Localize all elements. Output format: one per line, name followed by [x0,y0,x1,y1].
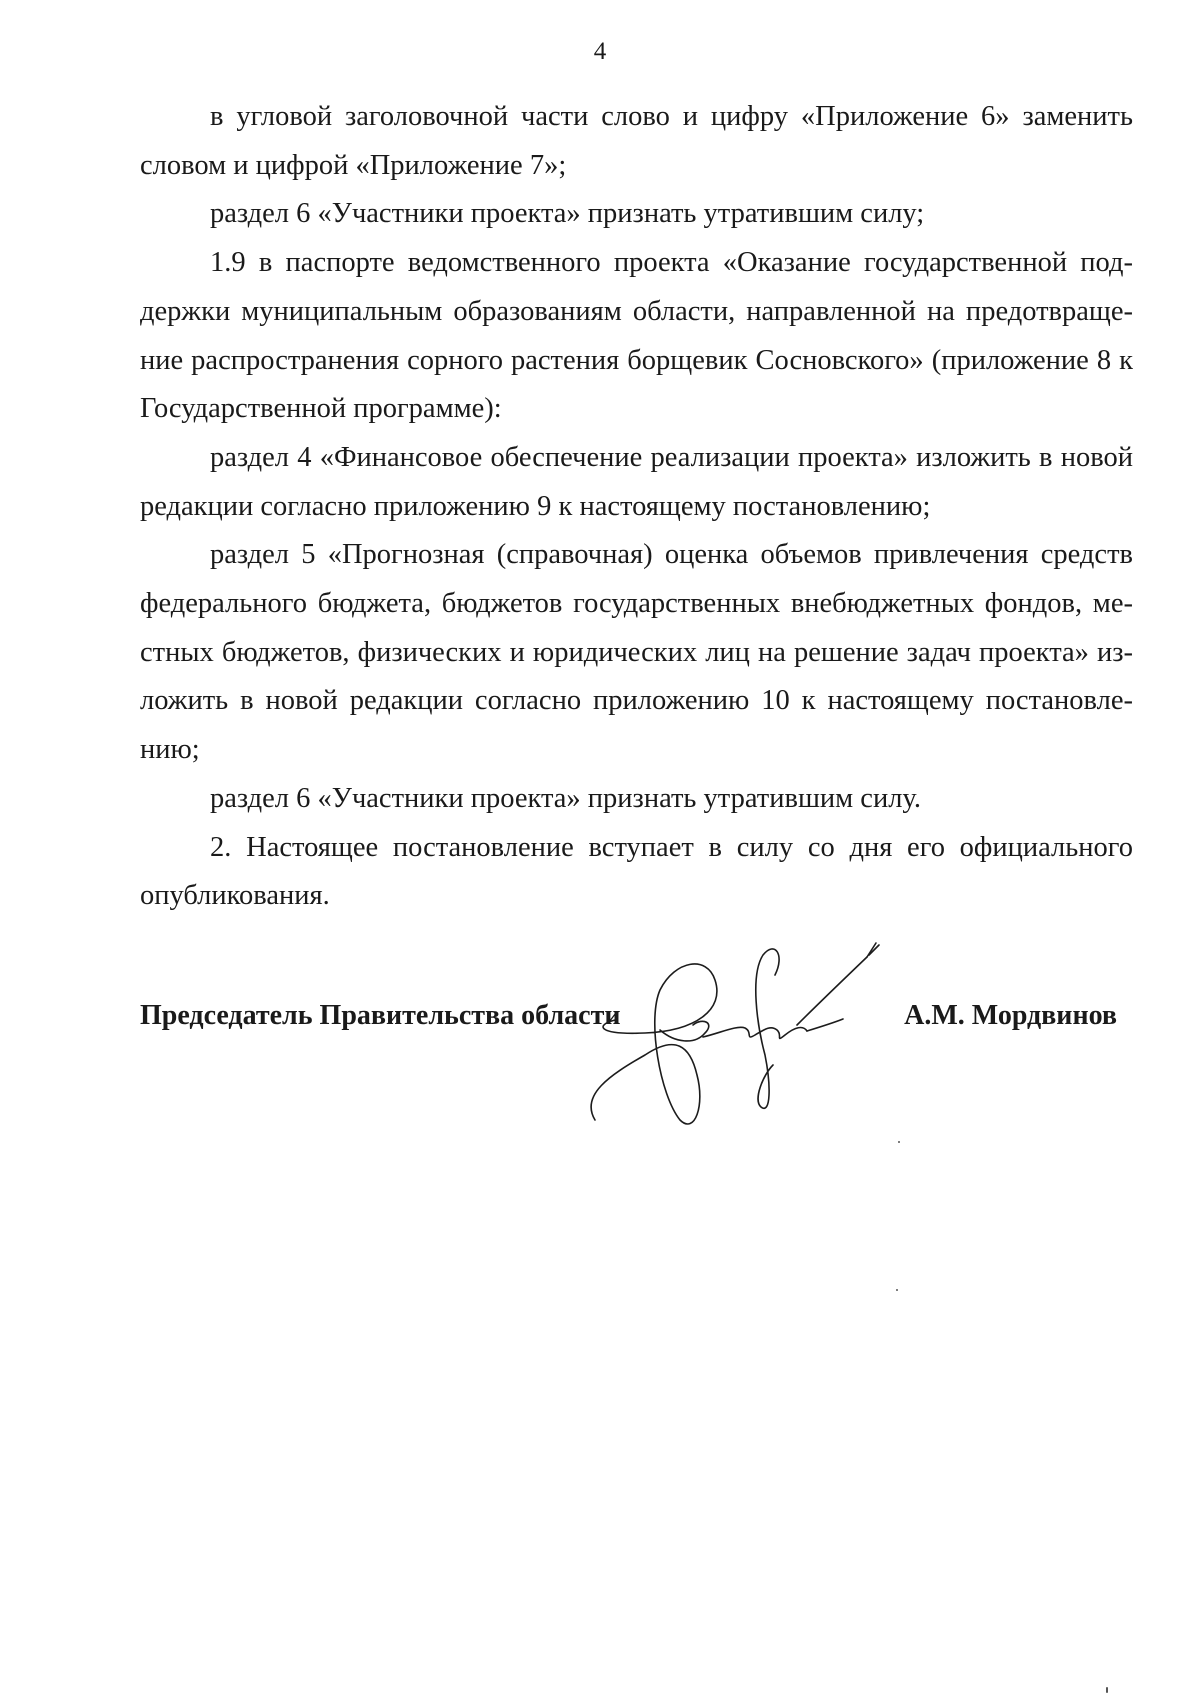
scan-speck [1106,1687,1108,1693]
handwritten-signature [585,935,925,1135]
document-body [140,93,1133,921]
scan-speck [896,1289,898,1291]
paragraph: 2. Настоящее постановление вступает в силу со дня его официального опубликования. [140,831,1133,912]
paragraph: раздел 4 «Финансовое обеспечение реализации проекта» изложить в новой редакции согласно приложению 9 к настоящему постановлению; [140,441,1133,522]
paragraph: раздел 6 «Участники проекта» признать утратившим силу; [210,198,925,230]
paragraph: в угловой заголовочной части слово и цифру «Приложение 6» заменить словом и цифрой «Приложение 7»; [140,101,1133,181]
paragraph: раздел 5 «Прогнозная (справочная) оценка объемов привлечения средств федерального бюджета, бюджетов государственных внебюджетных фондов, местных бюджетов, физических и юридических лиц на решение задач проекта» изложить в новой редакции согласно приложению 10 к настоящему постановлению; [140,539,1133,766]
signatory-position: Председатель Правительства области [140,1000,621,1031]
signatory-name: А.М. Мордвинов [904,1000,1117,1031]
scan-speck [898,1141,900,1143]
page-number: 4 [593,38,607,65]
paragraph: 1.9 в паспорте ведомственного проекта «Оказание государственной поддержки муниципальным образованиям области, направленной на предотвращение распространения сорного растения борщевик Сосновского» (приложение 8 к Государственной программе): [140,247,1133,425]
paragraph: раздел 6 «Участники проекта» признать утратившим силу. [210,782,921,814]
